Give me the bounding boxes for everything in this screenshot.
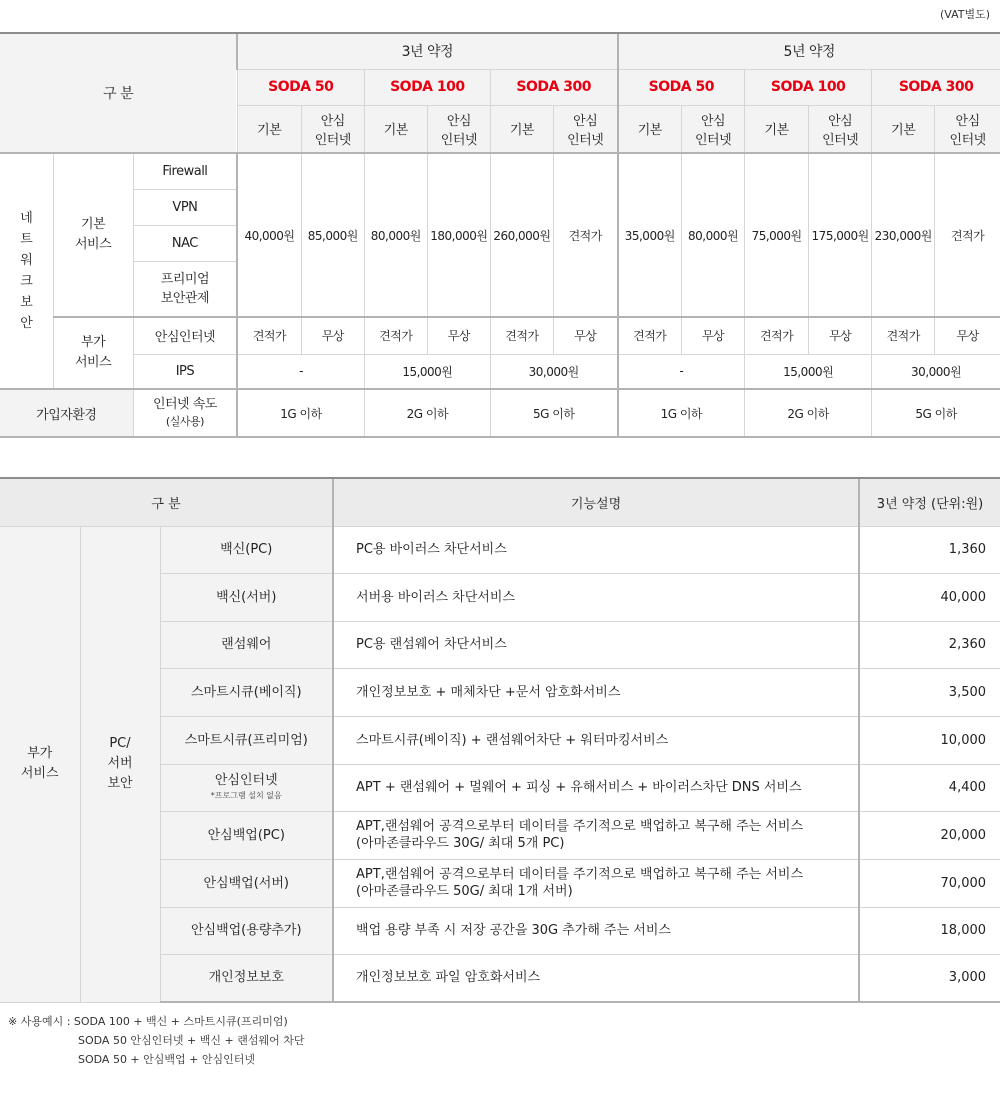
speed-value: 1G 이하 [237, 389, 364, 437]
addon-desc: APT,랜섬웨어 공격으로부터 데이터를 주기적으로 백업하고 복구해 주는 서비스 (아마존클라우드 50G/ 최대 1개 서버) [333, 859, 859, 907]
product-header: SODA 50 [618, 69, 745, 105]
speed-label [133, 389, 237, 437]
subcol-header: 안심 인터넷 [682, 105, 745, 153]
addon-name: 백신(PC) [160, 526, 333, 573]
product-header: SODA 100 [745, 69, 872, 105]
ips-value: - [237, 354, 364, 389]
safe-internet-label: 안심인터넷 [133, 317, 237, 354]
subcol-header: 안심 인터넷 [935, 105, 1000, 153]
addon-name-cell [160, 764, 333, 811]
subcol-header: 안심 인터넷 [301, 105, 364, 153]
basic-price: 260,000원 [490, 153, 553, 317]
addon-desc: 서버용 바이러스 차단서비스 [333, 573, 859, 621]
basic-price: 175,000원 [809, 153, 872, 317]
addon-category-header: 구 분 [0, 478, 333, 526]
addon-name: 랜섬웨어 [160, 621, 333, 668]
safe-internet-value: 견적가 [872, 317, 935, 354]
basic-item-premium-monitoring: 프리미엄 보안관제 [133, 261, 237, 317]
addon-desc: APT,랜섬웨어 공격으로부터 데이터를 주기적으로 백업하고 복구해 주는 서비스 (아마존클라우드 30G/ 최대 5개 PC) [333, 811, 859, 859]
usage-example-line: ※ 사용예시 : SODA 100 + 백신 + 스마트시큐(프리미엄) [8, 1015, 288, 1028]
ips-value: 30,000원 [872, 354, 1000, 389]
addon-name: 안심백업(서버) [160, 859, 333, 907]
product-header: SODA 300 [872, 69, 1000, 105]
subcol-header: 기본 [490, 105, 553, 153]
safe-internet-value: 견적가 [237, 317, 301, 354]
basic-item-nac: NAC [133, 225, 237, 261]
ips-label: IPS [133, 354, 237, 389]
speed-value: 5G 이하 [872, 389, 1000, 437]
addon-name: 안심인터넷 [214, 772, 278, 788]
addon-desc: PC용 바이러스 차단서비스 [333, 526, 859, 573]
addon-price: 3,500 [859, 668, 1000, 716]
addon-subgroup-label: PC/ 서버 보안 [80, 526, 160, 1002]
safe-internet-value: 무상 [427, 317, 490, 354]
vat-note: (VAT별도) [939, 8, 990, 21]
safe-internet-value: 무상 [935, 317, 1000, 354]
addon-name: 안심백업(용량추가) [160, 907, 333, 954]
addon-price: 18,000 [859, 907, 1000, 954]
subcol-header: 안심 인터넷 [809, 105, 872, 153]
addon-table [0, 477, 1000, 1003]
subcol-header: 기본 [364, 105, 427, 153]
basic-price: 85,000원 [301, 153, 364, 317]
addon-desc-header: 기능설명 [333, 478, 859, 526]
addon-price: 2,360 [859, 621, 1000, 668]
usage-examples [8, 1012, 305, 1069]
addon-name-note: *프로그램 설치 없음 [210, 790, 282, 800]
speed-value: 2G 이하 [745, 389, 872, 437]
basic-price: 견적가 [935, 153, 1000, 317]
safe-internet-value: 무상 [553, 317, 617, 354]
subcol-header: 안심 인터넷 [553, 105, 617, 153]
addon-services-label: 부가 서비스 [53, 317, 133, 389]
subcol-header: 기본 [872, 105, 935, 153]
addon-name: 스마트시큐(프리미엄) [160, 716, 333, 764]
ips-value: 30,000원 [490, 354, 617, 389]
addon-desc: PC용 랜섬웨어 차단서비스 [333, 621, 859, 668]
ips-value: - [618, 354, 745, 389]
basic-services-label: 기본 서비스 [53, 153, 133, 317]
product-header: SODA 50 [237, 69, 364, 105]
product-header: SODA 300 [490, 69, 617, 105]
addon-desc: 개인정보보호 파일 암호화서비스 [333, 954, 859, 1002]
usage-example-line: SODA 50 + 안심백업 + 안심인터넷 [78, 1053, 255, 1066]
safe-internet-value: 무상 [682, 317, 745, 354]
addon-desc: APT + 랜섬웨어 + 멀웨어 + 피싱 + 유해서비스 + 바이러스차단 DNS 서비스 [333, 764, 859, 811]
basic-price: 75,000원 [745, 153, 809, 317]
addon-desc: 스마트시큐(베이직) + 랜섬웨어차단 + 워터마킹서비스 [333, 716, 859, 764]
safe-internet-value: 견적가 [618, 317, 682, 354]
addon-desc: 백업 용량 부족 시 저장 공간을 30G 추가해 주는 서비스 [333, 907, 859, 954]
subcol-header: 기본 [237, 105, 301, 153]
pricing-category-header: 구 분 [0, 33, 237, 153]
safe-internet-value: 무상 [301, 317, 364, 354]
addon-price: 20,000 [859, 811, 1000, 859]
ips-value: 15,000원 [745, 354, 872, 389]
addon-price: 4,400 [859, 764, 1000, 811]
safe-internet-value: 견적가 [490, 317, 553, 354]
basic-price: 35,000원 [618, 153, 682, 317]
basic-item-firewall: Firewall [133, 153, 237, 189]
addon-price: 70,000 [859, 859, 1000, 907]
basic-price: 230,000원 [872, 153, 935, 317]
basic-price: 40,000원 [237, 153, 301, 317]
addon-price: 1,360 [859, 526, 1000, 573]
safe-internet-value: 무상 [809, 317, 872, 354]
addon-price: 40,000 [859, 573, 1000, 621]
basic-item-vpn: VPN [133, 189, 237, 225]
basic-price: 80,000원 [682, 153, 745, 317]
speed-value: 5G 이하 [490, 389, 617, 437]
addon-name: 백신(서버) [160, 573, 333, 621]
subscriber-env-label: 가입자환경 [0, 389, 133, 437]
addon-price-header: 3년 약정 (단위:원) [859, 478, 1000, 526]
addon-group-label: 부가 서비스 [0, 526, 80, 1002]
addon-name: 스마트시큐(베이직) [160, 668, 333, 716]
basic-price: 180,000원 [427, 153, 490, 317]
addon-desc: 개인정보보호 + 매체차단 +문서 암호화서비스 [333, 668, 859, 716]
speed-label-main: 인터넷 속도 [152, 397, 217, 412]
basic-price: 80,000원 [364, 153, 427, 317]
subcol-header: 기본 [745, 105, 809, 153]
network-security-label: 네 트 워 크 보 안 [0, 153, 53, 389]
safe-internet-value: 견적가 [364, 317, 427, 354]
speed-label-sub: (실사용) [165, 415, 204, 428]
addon-name: 개인정보보호 [160, 954, 333, 1002]
basic-price: 견적가 [553, 153, 617, 317]
pricing-table [0, 32, 1000, 438]
addon-price: 3,000 [859, 954, 1000, 1002]
addon-price: 10,000 [859, 716, 1000, 764]
subcol-header: 안심 인터넷 [427, 105, 490, 153]
usage-example-line: SODA 50 안심인터넷 + 백신 + 랜섬웨어 차단 [78, 1034, 305, 1047]
speed-value: 2G 이하 [364, 389, 490, 437]
addon-name: 안심백업(PC) [160, 811, 333, 859]
term-header-3yr: 3년 약정 [237, 33, 617, 69]
safe-internet-value: 견적가 [745, 317, 809, 354]
ips-value: 15,000원 [364, 354, 490, 389]
product-header: SODA 100 [364, 69, 490, 105]
speed-value: 1G 이하 [618, 389, 745, 437]
term-header-5yr: 5년 약정 [618, 33, 1000, 69]
subcol-header: 기본 [618, 105, 682, 153]
